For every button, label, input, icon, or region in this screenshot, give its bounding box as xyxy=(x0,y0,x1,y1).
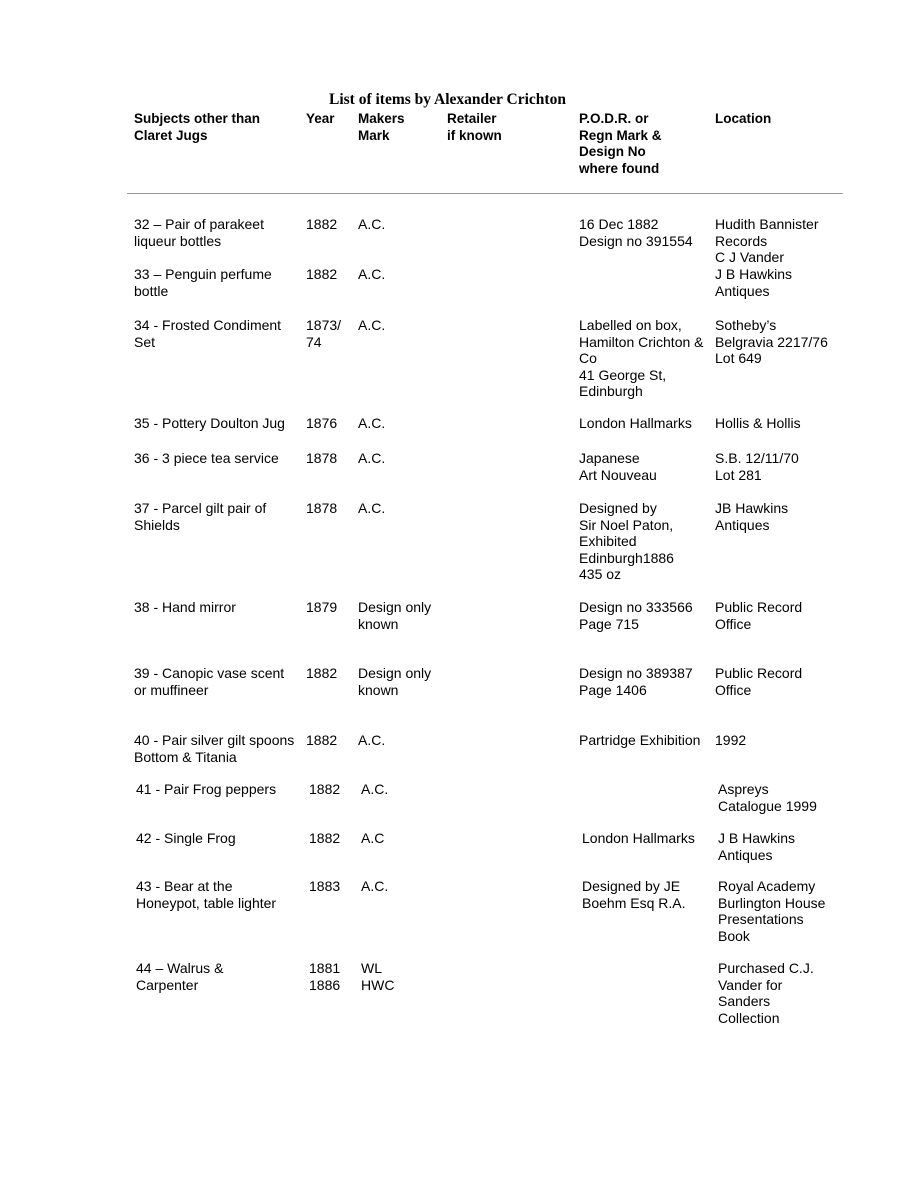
cell-subject xyxy=(134,732,294,765)
cell-line: Vander for xyxy=(718,976,783,993)
cell-location xyxy=(718,878,825,944)
cell-line: 1882 xyxy=(306,216,338,232)
cell-subject xyxy=(134,500,266,533)
cell-mark xyxy=(358,266,385,283)
cell-line: London Hallmarks xyxy=(579,415,692,431)
cell-year xyxy=(306,450,337,467)
cell-line: J B Hawkins xyxy=(715,266,793,282)
cell-mark xyxy=(358,415,385,432)
cell-line: 42 - Single Frog xyxy=(136,830,236,846)
cell-line: A.C xyxy=(361,830,385,846)
header-line: Regn Mark & xyxy=(579,127,662,143)
cell-line: 1882 xyxy=(306,665,338,681)
page-title: List of items by Alexander Crichton xyxy=(329,91,566,108)
header-podr xyxy=(579,111,662,177)
cell-line: Presentations xyxy=(718,911,804,927)
cell-location xyxy=(718,781,817,814)
cell-line: Catalogue 1999 xyxy=(718,797,817,814)
cell-year xyxy=(306,216,337,233)
cell-line: Book xyxy=(718,927,750,944)
cell-line: 1879 xyxy=(306,599,338,615)
cell-line: or muffineer xyxy=(134,681,209,698)
cell-mark xyxy=(358,599,431,632)
cell-line: Set xyxy=(134,333,156,350)
cell-line: Carpenter xyxy=(136,976,199,993)
cell-location xyxy=(715,317,828,367)
cell-location xyxy=(715,732,746,749)
cell-podr xyxy=(582,830,695,847)
cell-line: Designed by xyxy=(579,500,657,516)
cell-podr xyxy=(579,732,700,749)
cell-subject xyxy=(136,878,276,911)
cell-line: Honeypot, table lighter xyxy=(136,894,277,911)
cell-line: Purchased C.J. xyxy=(718,960,814,976)
cell-line: Hollis & Hollis xyxy=(715,415,801,431)
cell-line: 1873/ xyxy=(306,317,342,333)
cell-mark xyxy=(358,450,385,467)
cell-line: Public Record xyxy=(715,599,803,615)
cell-subject xyxy=(134,266,272,299)
cell-line: WL xyxy=(361,960,382,976)
header-location xyxy=(715,111,771,128)
header-subjects xyxy=(134,111,260,144)
cell-mark xyxy=(361,781,388,798)
cell-line: C J Vander xyxy=(715,249,784,265)
cell-line: 1878 xyxy=(306,500,338,516)
cell-line: Art Nouveau xyxy=(579,466,657,483)
cell-line: A.C. xyxy=(358,415,386,431)
cell-line: 40 - Pair silver gilt spoons xyxy=(134,732,295,748)
cell-line: Hudith Bannister xyxy=(715,216,819,232)
cell-line: Design only xyxy=(358,599,432,615)
cell-line: JB Hawkins xyxy=(715,500,789,516)
cell-line: 1878 xyxy=(306,450,338,466)
header-line: Makers xyxy=(358,111,405,126)
cell-year xyxy=(306,599,337,616)
cell-line: 39 - Canopic vase scent xyxy=(134,665,285,681)
cell-podr xyxy=(579,500,674,583)
cell-mark xyxy=(358,732,385,749)
cell-year xyxy=(309,960,340,993)
cell-subject xyxy=(136,781,276,798)
cell-line: Boehm Esq R.A. xyxy=(582,894,686,911)
cell-location xyxy=(718,830,795,863)
cell-location xyxy=(715,599,802,632)
cell-line: Aspreys xyxy=(718,781,769,797)
cell-line: HWC xyxy=(361,976,395,993)
cell-line: 32 – Pair of parakeet xyxy=(134,216,264,232)
cell-line: 1882 xyxy=(309,830,341,846)
cell-line: 35 - Pottery Doulton Jug xyxy=(134,415,285,431)
header-divider xyxy=(127,193,843,194)
cell-line: 1881 xyxy=(309,960,341,976)
cell-line: 1886 xyxy=(309,976,341,993)
cell-line: bottle xyxy=(134,282,169,299)
cell-mark xyxy=(358,500,385,517)
cell-line: 435 oz xyxy=(579,566,622,582)
cell-year xyxy=(306,415,337,432)
cell-line: Partridge Exhibition xyxy=(579,732,701,748)
cell-line: Antiques xyxy=(715,516,770,533)
cell-line: Belgravia 2217/76 xyxy=(715,333,828,350)
cell-line: Design no 389387 xyxy=(579,665,693,681)
cell-line: Sanders xyxy=(718,993,771,1009)
cell-location xyxy=(715,415,801,432)
cell-line: 37 - Parcel gilt pair of xyxy=(134,500,267,516)
cell-line: Antiques xyxy=(718,846,773,863)
header-line: where found xyxy=(579,160,660,176)
cell-location xyxy=(715,500,788,533)
cell-podr xyxy=(579,216,693,249)
cell-year xyxy=(309,781,340,798)
header-makers-mark xyxy=(358,111,405,144)
cell-line: liqueur bottles xyxy=(134,232,222,249)
cell-line: A.C. xyxy=(358,500,386,516)
cell-line: A.C. xyxy=(358,732,386,748)
cell-subject xyxy=(136,830,236,847)
cell-line: Office xyxy=(715,681,752,698)
cell-podr xyxy=(579,599,693,632)
cell-line: A.C. xyxy=(358,450,386,466)
cell-line: Office xyxy=(715,615,752,632)
cell-line: Page 1406 xyxy=(579,681,647,698)
cell-line: A.C. xyxy=(361,878,389,894)
cell-subject xyxy=(134,216,264,249)
cell-line: A.C. xyxy=(358,266,386,282)
cell-line: 43 - Bear at the xyxy=(136,878,233,894)
cell-line: Edinburgh1886 xyxy=(579,549,674,566)
cell-line: 41 George St, xyxy=(579,366,667,383)
cell-year xyxy=(306,317,341,350)
cell-subject xyxy=(134,450,279,467)
header-retailer xyxy=(447,111,502,144)
cell-line: Public Record xyxy=(715,665,803,681)
header-year xyxy=(306,111,335,128)
cell-podr xyxy=(579,317,704,400)
cell-year xyxy=(309,830,340,847)
cell-line: 41 - Pair Frog peppers xyxy=(136,781,277,797)
cell-line: A.C. xyxy=(361,781,389,797)
cell-subject xyxy=(136,960,223,993)
cell-podr xyxy=(579,665,693,698)
cell-subject xyxy=(134,415,285,432)
cell-line: J B Hawkins xyxy=(718,830,796,846)
cell-line: Exhibited xyxy=(579,533,637,549)
cell-line: Page 715 xyxy=(579,615,639,632)
cell-line: 36 - 3 piece tea service xyxy=(134,450,279,466)
header-line: P.O.D.R. or xyxy=(579,111,649,126)
cell-line: Edinburgh xyxy=(579,383,643,399)
header-line: if known xyxy=(447,127,502,143)
cell-line: 1992 xyxy=(715,732,747,748)
cell-podr xyxy=(582,878,686,911)
cell-line: Labelled on box, xyxy=(579,317,682,333)
cell-location xyxy=(715,450,799,483)
cell-line: Shields xyxy=(134,516,180,533)
cell-subject xyxy=(134,317,281,350)
cell-line: Sir Noel Paton, xyxy=(579,516,674,533)
cell-line: Japanese xyxy=(579,450,640,466)
header-line: Subjects other than xyxy=(134,111,261,126)
header-line: Retailer xyxy=(447,111,497,126)
cell-line: 1882 xyxy=(306,732,338,748)
cell-line: Sotheby’s xyxy=(715,317,777,333)
cell-year xyxy=(306,266,337,283)
cell-line: known xyxy=(358,681,399,698)
cell-line: 44 – Walrus & xyxy=(136,960,224,976)
cell-line: 16 Dec 1882 xyxy=(579,216,659,232)
cell-line: Burlington House xyxy=(718,894,826,911)
cell-line: 38 - Hand mirror xyxy=(134,599,236,615)
cell-line: Co xyxy=(579,350,597,366)
cell-mark xyxy=(361,830,384,847)
cell-line: A.C. xyxy=(358,317,386,333)
cell-line: S.B. 12/11/70 xyxy=(715,450,799,466)
header-line: Design No xyxy=(579,144,646,159)
cell-subject xyxy=(134,665,284,698)
cell-line: London Hallmarks xyxy=(582,830,695,846)
cell-line: known xyxy=(358,615,399,632)
cell-line: Antiques xyxy=(715,282,770,299)
cell-year xyxy=(306,665,337,682)
cell-line: Design only xyxy=(358,665,432,681)
cell-line: Designed by JE xyxy=(582,878,681,894)
header-line: Mark xyxy=(358,127,390,143)
cell-subject xyxy=(134,599,236,616)
cell-year xyxy=(309,878,340,895)
cell-year xyxy=(306,500,337,517)
cell-line: 74 xyxy=(306,333,322,350)
cell-line: Records xyxy=(715,232,768,249)
cell-line: Hamilton Crichton & xyxy=(579,333,704,350)
cell-line: 34 - Frosted Condiment xyxy=(134,317,282,333)
cell-line: 1876 xyxy=(306,415,338,431)
header-line: Location xyxy=(715,111,772,126)
cell-line: 1882 xyxy=(306,266,338,282)
cell-line: Lot 281 xyxy=(715,466,762,483)
header-line: Claret Jugs xyxy=(134,127,208,143)
cell-location xyxy=(715,216,819,266)
cell-mark xyxy=(361,960,394,993)
cell-location xyxy=(715,266,792,299)
cell-line: A.C. xyxy=(358,216,386,232)
cell-line: Collection xyxy=(718,1009,780,1026)
cell-line: Bottom & Titania xyxy=(134,748,237,765)
cell-location xyxy=(715,665,802,698)
cell-line: Design no 333566 xyxy=(579,599,693,615)
cell-line: 1882 xyxy=(309,781,341,797)
cell-mark xyxy=(358,317,385,334)
cell-mark xyxy=(361,878,388,895)
cell-podr xyxy=(579,415,692,432)
cell-line: 33 – Penguin perfume xyxy=(134,266,272,282)
cell-line: 1883 xyxy=(309,878,341,894)
cell-location xyxy=(718,960,814,1026)
cell-year xyxy=(306,732,337,749)
cell-line: Lot 649 xyxy=(715,350,762,366)
header-line: Year xyxy=(306,111,335,126)
cell-mark xyxy=(358,216,385,233)
cell-podr xyxy=(579,450,657,483)
cell-line: Design no 391554 xyxy=(579,232,693,249)
cell-line: Royal Academy xyxy=(718,878,816,894)
cell-mark xyxy=(358,665,431,698)
